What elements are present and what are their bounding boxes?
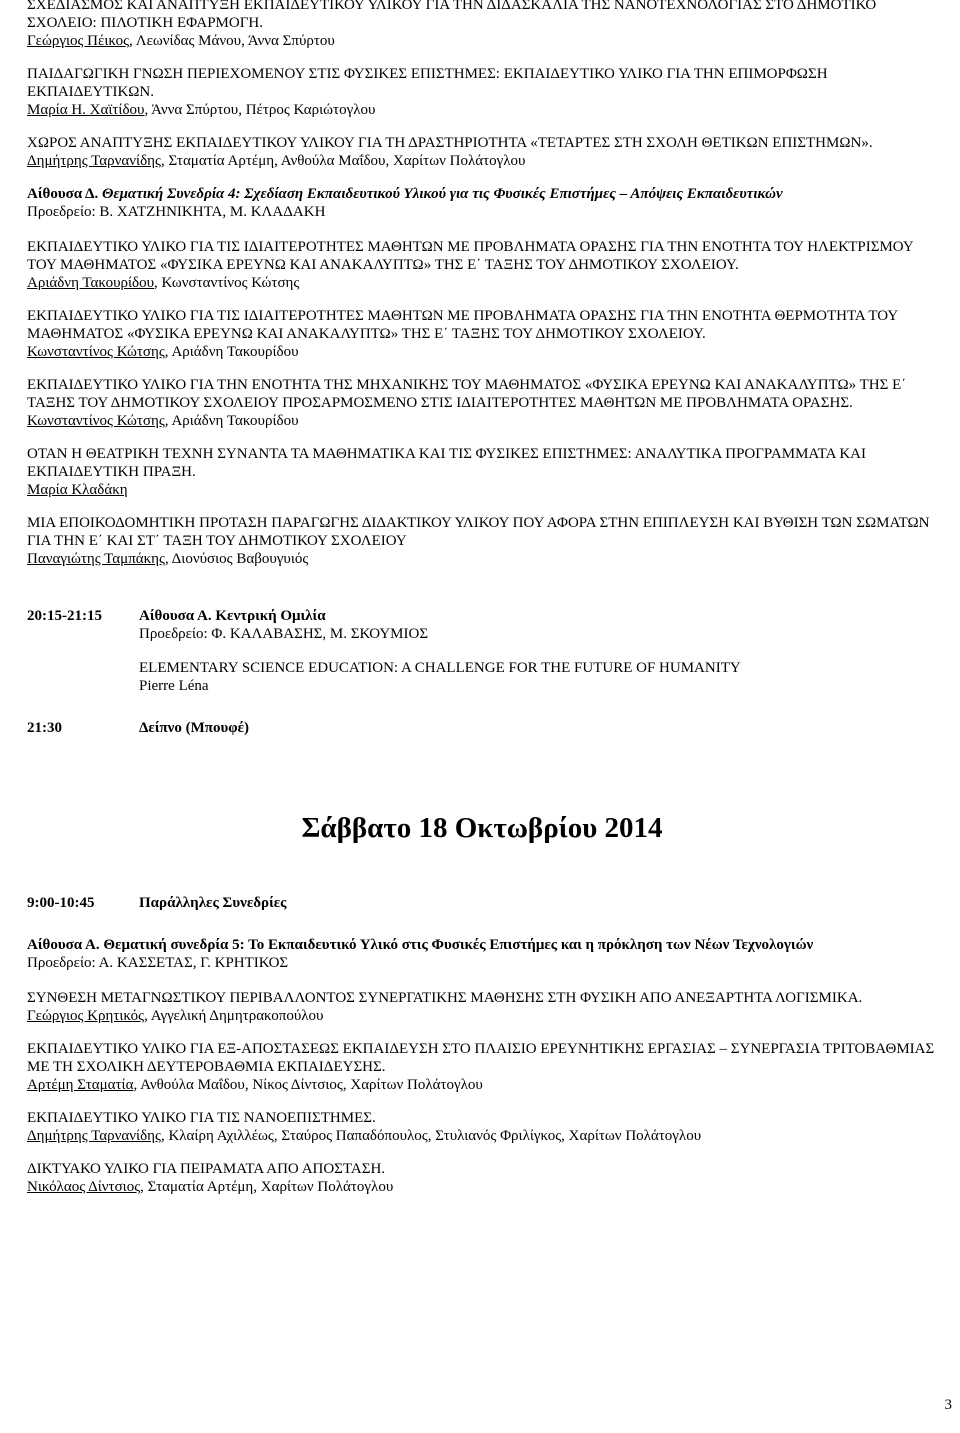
co-authors: , Αριάδνη Τακουρίδου <box>164 413 299 429</box>
paper-authors <box>27 550 937 568</box>
paper-entry <box>27 1109 937 1145</box>
paper-entry <box>27 445 937 499</box>
paper-entry <box>27 1040 937 1094</box>
presenting-author: Γεώργιος Πέικος <box>27 33 130 49</box>
session-chair: Προεδρείο: Α. ΚΑΣΣΕΤΑΣ, Γ. ΚΡΗΤΙΚΟΣ <box>27 955 289 971</box>
session-title: Θεματική Συνεδρία 4: Σχεδίαση Εκπαιδευτικού Υλικού για τις Φυσικές Επιστήμες – Απόψεις Εκπαιδευτικών <box>98 186 783 202</box>
co-authors: , Διονύσιος Βαβουγυιός <box>164 551 309 567</box>
paper-authors <box>27 481 937 499</box>
presenting-author: Δημήτρης Ταρνανίδης <box>27 1128 161 1144</box>
paper-authors <box>27 1127 937 1145</box>
paper-authors <box>27 343 937 361</box>
parallel-title: Παράλληλες Συνεδρίες <box>139 895 287 911</box>
schedule-time: 9:00-10:45 <box>27 895 95 911</box>
paper-title: ΟΤΑΝ Η ΘΕΑΤΡΙΚΗ ΤΕΧΝΗ ΣΥΝΑΝΤΑ ΤΑ ΜΑΘΗΜΑΤΙΚΑ ΚΑΙ ΤΙΣ ΦΥΣΙΚΕΣ ΕΠΙΣΤΗΜΕΣ: ΑΝΑΛΥΤΙΚΑ ΠΡΟΓΡΑΜΜΑΤΑ ΚΑΙ ΕΚΠΑΙΔΕΥΤΙΚΗ ΠΡΑΞΗ. <box>27 446 866 480</box>
dinner-title: Δείπνο (Μπουφέ) <box>139 720 250 736</box>
keynote-block <box>27 607 937 695</box>
presenting-author: Κωνσταντίνος Κώτσης <box>27 413 165 429</box>
paper-entry <box>27 1160 937 1196</box>
schedule-time: 20:15-21:15 <box>27 608 102 624</box>
paper-entry <box>27 65 937 119</box>
parallel-block <box>27 894 937 912</box>
presenting-author: Κωνσταντίνος Κώτσης <box>27 344 165 360</box>
co-authors: , Κωνσταντίνος Κώτσης <box>154 275 300 291</box>
session-heading <box>27 185 937 203</box>
program-content <box>27 0 937 1211</box>
schedule-time: 21:30 <box>27 720 62 736</box>
paper-title: ΠΑΙΔΑΓΩΓΙΚΗ ΓΝΩΣΗ ΠΕΡΙΕΧΟΜΕΝΟΥ ΣΤΙΣ ΦΥΣΙΚΕΣ ΕΠΙΣΤΗΜΕΣ: ΕΚΠΑΙΔΕΥΤΙΚΟ ΥΛΙΚΟ ΓΙΑ ΤΗΝ ΕΠΙΜΟΡΦΩΣΗ ΕΚΠΑΙΔΕΥΤΙΚΩΝ. <box>27 66 828 100</box>
paper-authors <box>27 1076 937 1094</box>
presenting-author: Γεώργιος Κρητικός <box>27 1008 145 1024</box>
paper-title: ΜΙΑ ΕΠΟΙΚΟΔΟΜΗΤΙΚΗ ΠΡΟΤΑΣΗ ΠΑΡΑΓΩΓΗΣ ΔΙΔΑΚΤΙΚΟΥ ΥΛΙΚΟΥ ΠΟΥ ΑΦΟΡΑ ΣΤΗΝ ΕΠΙΠΛΕΥΣΗ ΚΑΙ ΒΥΘΙΣΗ ΤΩΝ ΣΩΜΑΤΩΝ ΓΙΑ ΤΗΝ Ε΄ ΚΑΙ ΣΤ΄ ΤΑΞΗ ΤΟΥ ΔΗΜΟΤΙΚΟΥ ΣΧΟΛΕΙΟΥ <box>27 515 930 549</box>
co-authors: , Αριάδνη Τακουρίδου <box>164 344 299 360</box>
session-papers <box>27 989 937 1196</box>
paper-title: ΣΥΝΘΕΣΗ ΜΕΤΑΓΝΩΣΤΙΚΟΥ ΠΕΡΙΒΑΛΛΟΝΤΟΣ ΣΥΝΕΡΓΑΤΙΚΗΣ ΜΑΘΗΣΗΣ ΣΤΗ ΦΥΣΙΚΗ ΑΠΟ ΑΝΕΞΑΡΤΗΤΑ ΛΟΓΙΣΜΙΚΑ. <box>27 990 863 1006</box>
paper-authors <box>27 1178 937 1196</box>
paper-authors <box>27 274 937 292</box>
session-room: Αίθουσα Δ. <box>27 186 99 202</box>
co-authors: , Αγγελική Δημητρακοπούλου <box>144 1008 324 1024</box>
co-authors: , Σταματία Αρτέμη, Ανθούλα Μαΐδου, Χαρίτων Πολάτογλου <box>160 153 526 169</box>
presenting-author: Μαρία Η. Χαϊτίδου <box>27 102 145 118</box>
keynote-speaker: Pierre Léna <box>139 678 209 694</box>
paper-entry <box>27 307 937 361</box>
paper-title: ΔΙΚΤΥΑΚΟ ΥΛΙΚΟ ΓΙΑ ΠΕΙΡΑΜΑΤΑ ΑΠΟ ΑΠΟΣΤΑΣΗ. <box>27 1161 386 1177</box>
paper-title: ΣΧΕΔΙΑΣΜΟΣ ΚΑΙ ΑΝΑΠΤΥΞΗ ΕΚΠΑΙΔΕΥΤΙΚΟΥ ΥΛΙΚΟΥ ΓΙΑ ΤΗΝ ΔΙΔΑΣΚΑΛΙΑ ΤΗΣ ΝΑΝΟΤΕΧΝΟΛΟΓΙΑΣ ΣΤΟ ΔΗΜΟΤΙΚΟ ΣΧΟΛΕΙΟ: ΠΙΛΟΤΙΚΗ ΕΦΑΡΜΟΓΗ. <box>27 0 877 31</box>
top-papers-list <box>27 0 937 170</box>
paper-entry <box>27 238 937 292</box>
session-heading <box>27 936 937 954</box>
session-d <box>27 185 937 568</box>
co-authors: , Άννα Σπύρτου, Πέτρος Καριώτογλου <box>144 102 376 118</box>
co-authors: , Ανθούλα Μαΐδου, Νίκος Δίντσιος, Χαρίτων Πολάτογλου <box>133 1077 483 1093</box>
co-authors: , Λεωνίδας Μάνου, Άννα Σπύρτου <box>129 33 335 49</box>
paper-entry <box>27 989 937 1025</box>
keynote-chair: Προεδρείο: Φ. ΚΑΛΑΒΑΣΗΣ, Μ. ΣΚΟΥΜΙΟΣ <box>139 626 429 642</box>
paper-entry <box>27 0 937 50</box>
day-heading: Σάββατο 18 Οκτωβρίου 2014 <box>301 812 663 844</box>
paper-entry <box>27 134 937 170</box>
presenting-author: Δημήτρης Ταρνανίδης <box>27 153 161 169</box>
session-room: Αίθουσα Α. <box>27 937 100 953</box>
presenting-author: Αριάδνη Τακουρίδου <box>27 275 155 291</box>
page-number: 3 <box>944 1397 952 1413</box>
paper-title: ΕΚΠΑΙΔΕΥΤΙΚΟ ΥΛΙΚΟ ΓΙΑ ΕΞ-ΑΠΟΣΤΑΣΕΩΣ ΕΚΠΑΙΔΕΥΣΗ ΣΤΟ ΠΛΑΙΣΙΟ ΕΡΕΥΝΗΤΙΚΗΣ ΕΡΓΑΣΙΑΣ – ΣΥΝΕΡΓΑΣΙΑ ΤΡΙΤΟΒΑΘΜΙΑΣ ΜΕ ΤΗ ΣΧΟΛΙΚΗ ΔΕΥΤΕΡΟΒΑΘΜΙΑ ΕΚΠΑΙΔΕΥΣΗΣ. <box>27 1041 935 1075</box>
paper-authors <box>27 152 937 170</box>
paper-title: ΕΚΠΑΙΔΕΥΤΙΚΟ ΥΛΙΚΟ ΓΙΑ ΤΙΣ ΙΔΙΑΙΤΕΡΟΤΗΤΕΣ ΜΑΘΗΤΩΝ ΜΕ ΠΡΟΒΛΗΜΑΤΑ ΟΡΑΣΗΣ ΓΙΑ ΤΗΝ ΕΝΟΤΗΤΑ ΤΟΥ ΗΛΕΚΤΡΙΣΜΟΥ ΤΟΥ ΜΑΘΗΜΑΤΟΣ «ΦΥΣΙΚΑ ΕΡΕΥΝΩ ΚΑΙ ΑΝΑΚΑΛΥΠΤΩ» ΤΗΣ Ε΄ ΤΑΞΗΣ ΤΟΥ ΔΗΜΟΤΙΚΟΥ ΣΧΟΛΕΙΟΥ. <box>27 239 914 273</box>
session-papers <box>27 238 937 568</box>
paper-title: ΕΚΠΑΙΔΕΥΤΙΚΟ ΥΛΙΚΟ ΓΙΑ ΤΙΣ ΙΔΙΑΙΤΕΡΟΤΗΤΕΣ ΜΑΘΗΤΩΝ ΜΕ ΠΡΟΒΛΗΜΑΤΑ ΟΡΑΣΗΣ ΓΙΑ ΤΗΝ ΕΝΟΤΗΤΑ ΘΕΡΜΟΤΗΤΑ ΤΟΥ ΜΑΘΗΜΑΤΟΣ «ΦΥΣΙΚΑ ΕΡΕΥΝΩ ΚΑΙ ΑΝΑΚΑΛΥΠΤΩ» ΤΗΣ Ε΄ ΤΑΞΗΣ ΤΟΥ ΔΗΜΟΤΙΚΟΥ ΣΧΟΛΕΙΟΥ. <box>27 308 898 342</box>
paper-authors <box>27 1007 937 1025</box>
co-authors: , Κλαίρη Αχιλλέως, Σταύρος Παπαδόπουλος, Στυλιανός Φριλίγκος, Χαρίτων Πολάτογλου <box>160 1128 702 1144</box>
presenting-author: Μαρία Κλαδάκη <box>27 482 128 498</box>
keynote-title: Αίθουσα Α. Κεντρική Ομιλία <box>139 608 326 624</box>
presenting-author: Παναγιώτης Ταμπάκης <box>27 551 165 567</box>
presenting-author: Νικόλαος Δίντσιος <box>27 1179 141 1195</box>
presenting-author: Αρτέμη Σταματία <box>27 1077 134 1093</box>
paper-entry <box>27 376 937 430</box>
paper-title: ΕΚΠΑΙΔΕΥΤΙΚΟ ΥΛΙΚΟ ΓΙΑ ΤΙΣ ΝΑΝΟΕΠΙΣΤΗΜΕΣ. <box>27 1110 376 1126</box>
session-a <box>27 936 937 1196</box>
paper-authors <box>27 101 937 119</box>
dinner-block <box>27 719 937 737</box>
paper-entry <box>27 514 937 568</box>
session-chair: Προεδρείο: Β. ΧΑΤΖΗΝΙΚΗΤΑ, Μ. ΚΛΑΔΑΚΗ <box>27 204 326 220</box>
co-authors: , Σταματία Αρτέμη, Χαρίτων Πολάτογλου <box>140 1179 394 1195</box>
paper-title: ΕΚΠΑΙΔΕΥΤΙΚΟ ΥΛΙΚΟ ΓΙΑ ΤΗΝ ΕΝΟΤΗΤΑ ΤΗΣ ΜΗΧΑΝΙΚΗΣ ΤΟΥ ΜΑΘΗΜΑΤΟΣ «ΦΥΣΙΚΑ ΕΡΕΥΝΩ ΚΑΙ ΑΝΑΚΑΛΥΠΤΩ» ΤΗΣ Ε΄ ΤΑΞΗΣ ΤΟΥ ΔΗΜΟΤΙΚΟΥ ΣΧΟΛΕΙΟΥ ΠΡΟΣΑΡΜΟΣΜΕΝΟ ΣΤΙΣ ΙΔΙΑΙΤΕΡΟΤΗΤΕΣ ΜΑΘΗΤΩΝ ΜΕ ΠΡΟΒΛΗΜΑΤΑ ΟΡΑΣΗΣ. <box>27 377 907 411</box>
session-title: Θεματική συνεδρία 5: Το Εκπαιδευτικό Υλικό στις Φυσικές Επιστήμες και η πρόκληση των Νέων Τεχνολογιών <box>99 937 814 953</box>
paper-authors <box>27 32 937 50</box>
keynote-talk-title: ELEMENTARY SCIENCE EDUCATION: A CHALLENGE FOR THE FUTURE OF HUMANITY <box>139 660 741 676</box>
paper-title: ΧΩΡΟΣ ΑΝΑΠΤΥΞΗΣ ΕΚΠΑΙΔΕΥΤΙΚΟΥ ΥΛΙΚΟΥ ΓΙΑ ΤΗ ΔΡΑΣΤΗΡΙΟΤΗΤΑ «ΤΕΤΑΡΤΕΣ ΣΤΗ ΣΧΟΛΗ ΘΕΤΙΚΩΝ ΕΠΙΣΤΗΜΩΝ». <box>27 135 873 151</box>
paper-authors <box>27 412 937 430</box>
